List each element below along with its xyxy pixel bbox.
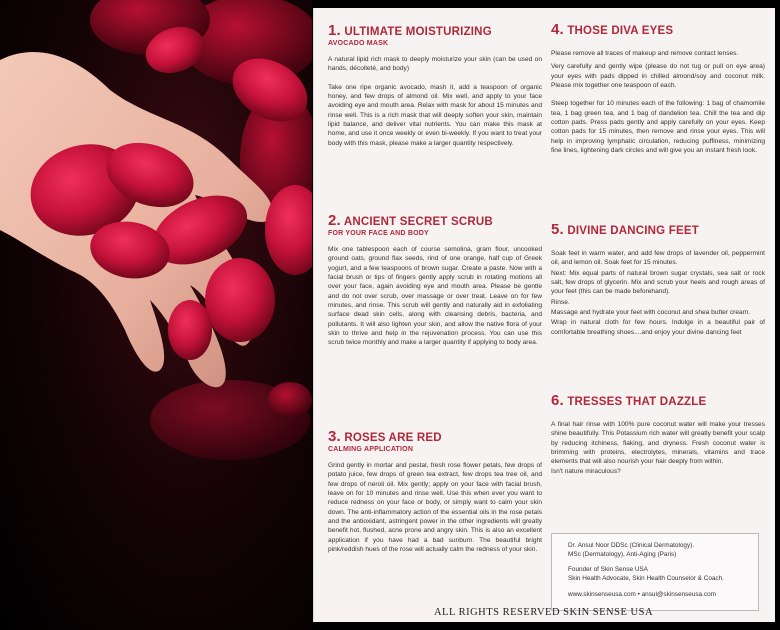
section-title — [551, 221, 765, 238]
credit-title: Skin Health Advocate, Skin Health Counselor & Coach. — [568, 575, 724, 582]
section-title — [328, 22, 542, 39]
section-heading: DIVINE DANCING FEET — [567, 225, 699, 237]
section-dancing-feet — [551, 221, 765, 337]
paragraph: Isn't nature miraculous? — [551, 467, 621, 475]
paragraph: A final hair rinse with 100% pure coconut water will make your tresses shine beautifully. This Potassium rich water will greatly benefit your scalp by reducing itchiness, flaking, and dryness. Fresh coconut water is brimming with proteins, electrolytes, minerals, vitamins and trace elements that will also nourish your hair deeply from within. — [551, 421, 765, 466]
paragraph: Take one ripe organic avocado, mash it, add a teaspoon of organic honey, and few drops of almond oil. Mix well, and apply to your face avoiding eye and mouth area. Relax with mask for about 15 minutes and rinse well. This is a rich mask that will deeply soften your skin, maintain lipid balance, and deliver vital nutrients. You can make this mask at home, and use it once weekly or even bi-weekly. If you want to treat your body with this mask, please make a larger quantity respectively. — [328, 83, 542, 147]
section-number: 4. — [551, 21, 564, 38]
article-page — [313, 8, 775, 622]
paragraph: Please remove all traces of makeup and remove contact lenses. — [551, 50, 739, 57]
section-subtitle: CALMING APPLICATION — [328, 446, 414, 453]
paragraph: Very carefully and gently wipe (please do not tug or pull on eye area) your eyes with pads dipped in chilled almond/soy and coconut milk. Please mix together one teaspoon of each. — [551, 63, 765, 90]
rose-petals-photo — [0, 0, 312, 630]
section-heading: ROSES ARE RED — [344, 432, 442, 444]
section-roses-are-red — [328, 428, 542, 554]
section-heading: TRESSES THAT DAZZLE — [567, 396, 707, 408]
author-credit-box — [551, 533, 759, 611]
credit-founder: Founder of Skin Sense USA — [568, 566, 648, 573]
section-tresses — [551, 392, 765, 476]
section-title — [551, 392, 765, 409]
section-heading: ULTIMATE MOISTURIZING — [344, 26, 492, 38]
paragraph: Grind gently in mortar and pestal, fresh rose flower petals, few drops of potato juice, few drops of green tea extract, few drops tea tree oil, and few drops of neroli oil. Mix gently; apply on your face with facial brush, leave on for 10 minutes and rinse well. Use this when ever you want to reduce redness on your face or body, or simply want to calm your skin down. The anti-inflammatory action of the essential oils in the rose petals and the antioxidant, astringent power in the other ingredients will greatly benefit hot, flushed, acne prone and angry skin. This is also an excellent application if you have had a bad sunburn. The beautiful bright pink/reddish hues of the rose will actually calm the redness of your skin. — [328, 462, 542, 554]
credit-name: Dr. Ansul Noor DDSc (Clinical Dermatology). — [568, 542, 695, 549]
section-heading: THOSE DIVA EYES — [567, 25, 674, 37]
section-title — [328, 428, 542, 445]
section-number: 1. — [328, 22, 341, 39]
credit-contact: www.skinsenseusa.com • ansul@skinsenseusa.com — [568, 591, 716, 598]
paragraph: Rinse. — [551, 298, 570, 306]
section-title — [551, 21, 765, 38]
section-subtitle: FOR YOUR FACE AND BODY — [328, 230, 429, 237]
section-avocado-mask — [328, 22, 542, 148]
section-ancient-scrub — [328, 212, 542, 348]
copyright-footer: ALL RIGHTS RESERVED SKIN SENSE USA — [433, 607, 654, 618]
section-heading: ANCIENT SECRET SCRUB — [343, 216, 493, 228]
section-number: 5. — [551, 221, 564, 238]
paragraph: Massage and hydrate your feet with coconut and shea butter cream. — [551, 309, 751, 317]
section-number: 2. — [328, 212, 341, 229]
paragraph: Soak feet in warm water, and add few drops of lavender oil, peppermint oil, and lemon oil. Soak feet for 15 minutes. — [551, 250, 765, 267]
paragraph: Mix one tablespoon each of course semolina, gram flour, uncooked ground oats, ground flax seeds, rind of one orange, half cup of Greek yogurt, and a few teaspoons of brown sugar. Create a paste. Now with a facial brush or tips of fingers gently apply scrub in rotating motions all over your face, again avoiding eye and mouth area. Please be gentle and do not over scrub, over massage or over treat. Leave on for few minutes, and rinse. This scrub will gently and naturally aid in exfoliating surface dead skin cells, along with cleansing debris, bacteria, and pollutants. It will also lighten your skin, and allow the native flora of your skin to thrive and help in the rejuvenation process. You can use this scrub twice monthly and make a larger quantity if applying to body area. — [328, 246, 542, 347]
section-number: 3. — [328, 428, 341, 445]
paragraph: Wrap in natural cloth for few hours. Indulge in a beautiful pair of comfortable breathing shoes....and enjoy your divine dancing feet — [551, 319, 765, 336]
section-number: 6. — [551, 392, 564, 409]
paragraph: Steep together for 10 minutes each of the following: 1 bag of chamomile tea, 1 bag green tea, and 1 bag of dandelion tea. Chill the tea and dip cotton pads. Press pads gently and apply carefully on your eyes. Keep cotton pads for 15 minutes, then remove and rinse your eyes. This will help in improving lymphatic circulation, reducing puffiness, minimizing fine lines, lightening dark circles and will give you an instant fresh look. — [551, 100, 765, 155]
paragraph: A natural lipid rich mask to deeply moisturize your skin (can be used on hands, décolleté, and body) — [328, 56, 542, 73]
rose-petals-illustration — [0, 0, 312, 630]
credit-degrees: MSc (Dermatology), Anti-Aging (Paris) — [568, 551, 677, 558]
section-subtitle: AVOCADO MASK — [328, 40, 389, 47]
section-diva-eyes — [551, 21, 765, 155]
section-title — [328, 212, 542, 229]
paragraph: Next: Mix equal parts of natural brown sugar crystals, sea salt or rock salt, few drops of glycerin. Mix and scrub your heels and rough areas of your feet (this can be made beforehand). — [551, 269, 765, 296]
